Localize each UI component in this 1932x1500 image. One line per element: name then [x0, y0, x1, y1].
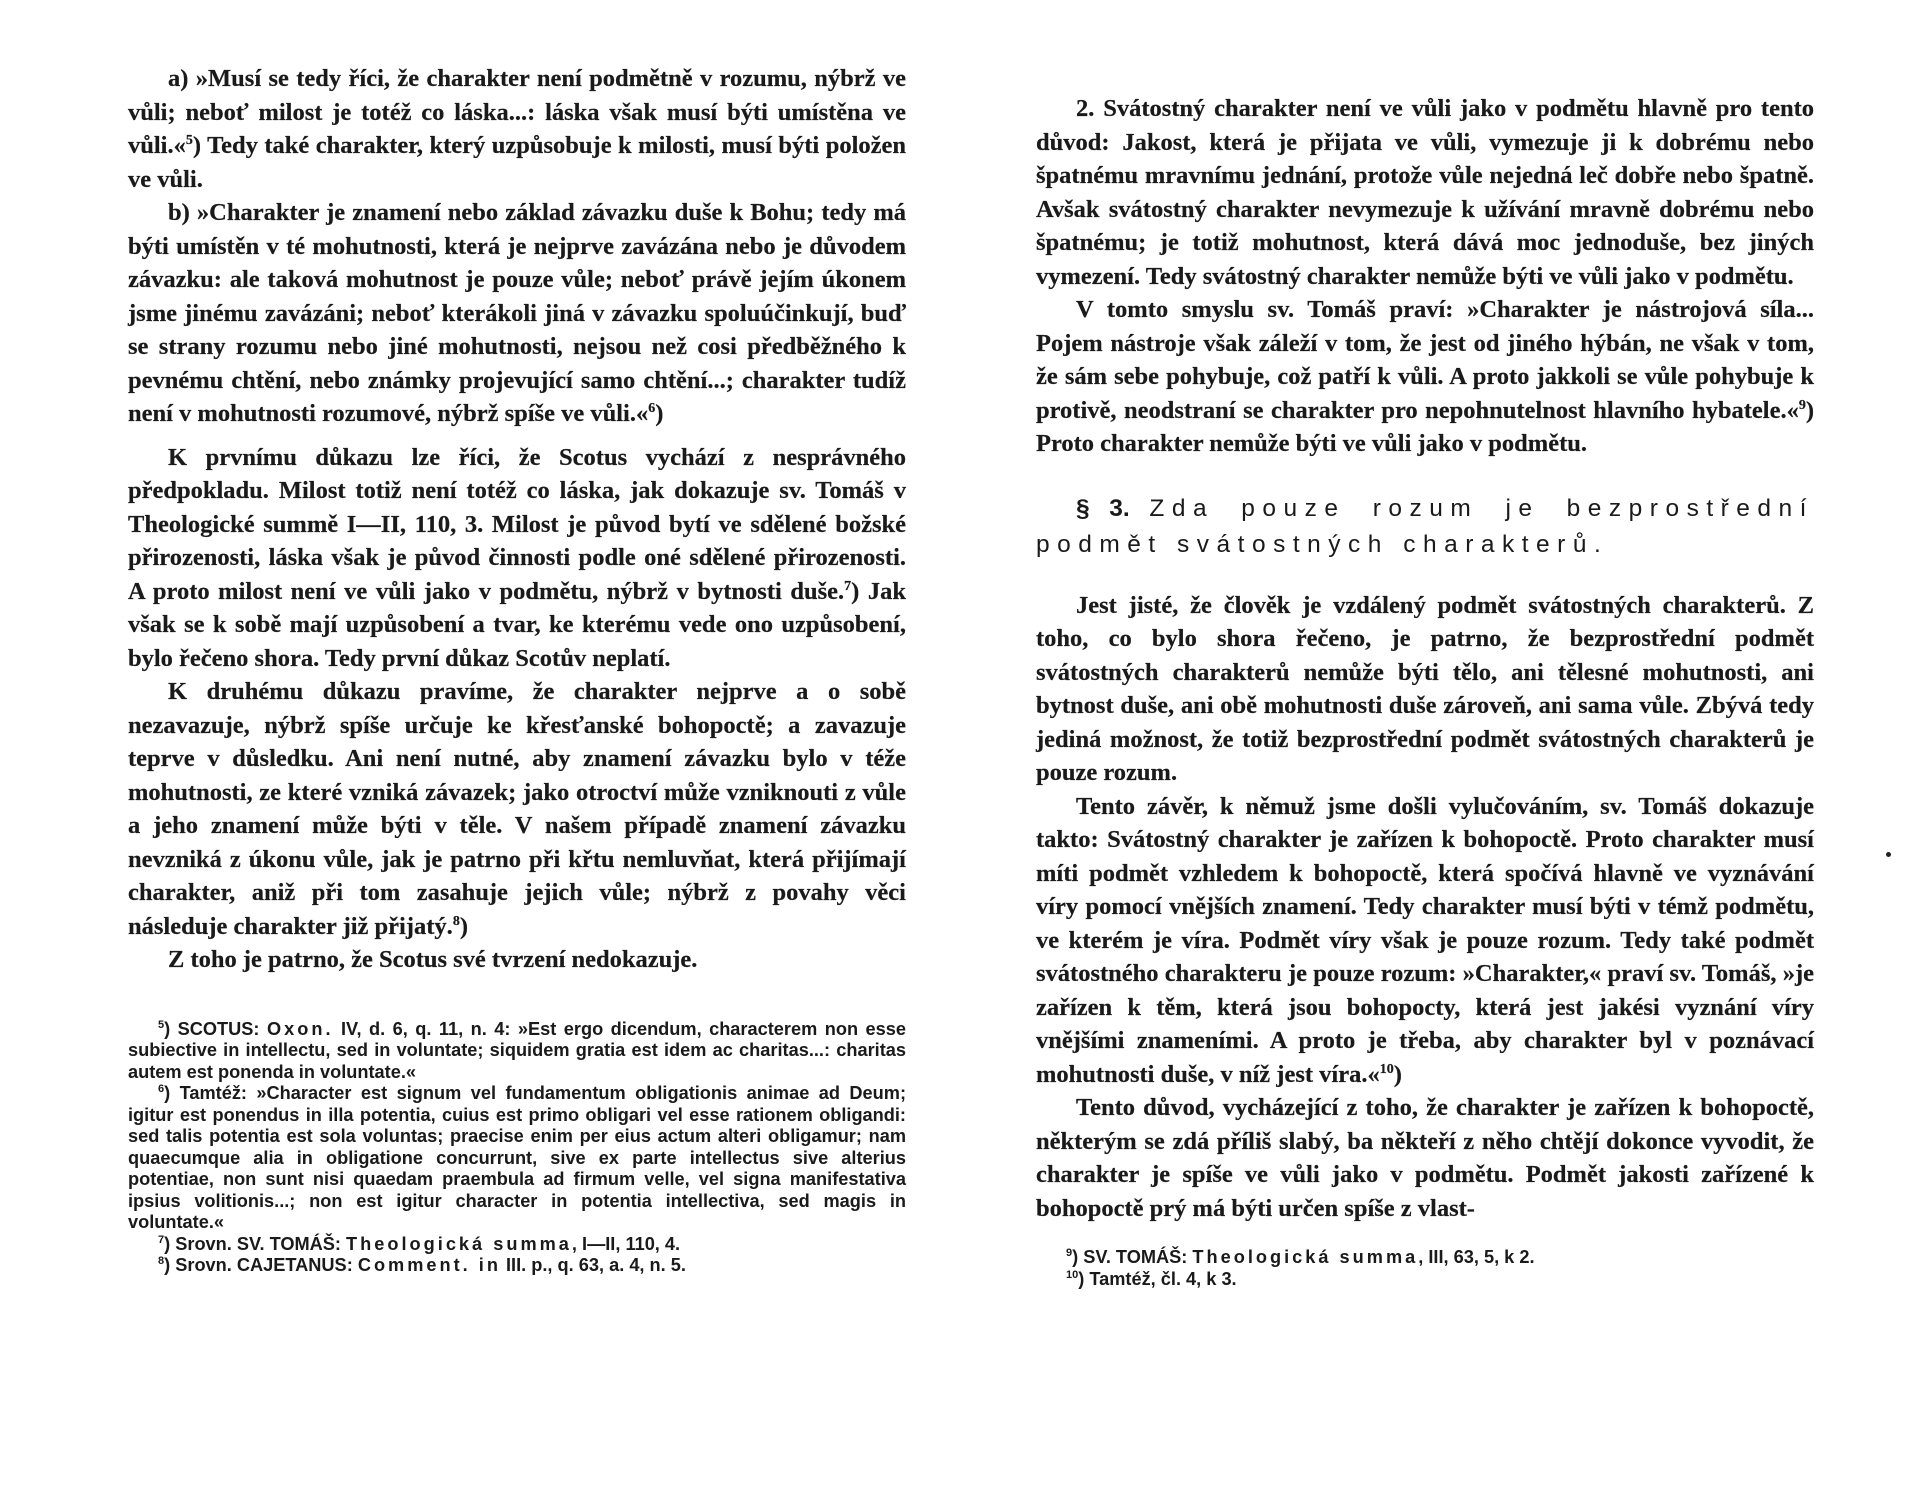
right-page	[1036, 0, 1814, 1290]
section-number: § 3.	[1076, 494, 1130, 522]
paragraph: Z toho je patrno, že Scotus své tvrzení nedokazuje.	[168, 946, 698, 973]
item-label: b)	[168, 199, 190, 226]
footnote: $^{10}$) Tamtéž, čl. 4, k 3.	[1066, 1268, 1237, 1289]
footnote-ref[interactable]: 5	[185, 132, 193, 148]
section-heading	[1036, 491, 1814, 563]
footnote-ref[interactable]: 6	[648, 400, 656, 416]
footnote: $^7$) Srovn. SV. TOMÁŠ: Theologická summa, I—II, 110, 4.	[158, 1233, 681, 1254]
paragraph: 2. Svátostný charakter není ve vůli jako v podmětu hlavně pro tento důvod: Jakost, která je přijata ve vůli, vymezuje ji k dobrému nebo špatnému mravnímu jednání, protože vůle nejedná leč dobře nebo špatně. Avšak svátostný charakter nevymezuje k užívání mravně dobrému nebo špatnému; je totiž mohutnost, která dává moc jednoduše, bez jiných vymezení. Tedy svátostný charakter nemůže býti ve vůli jako v podmětu.	[1036, 95, 1814, 290]
footnote: $^8$) Srovn. CAJETANUS: Comment. in III. p., q. 63, a. 4, n. 5.	[158, 1254, 686, 1275]
footnote: $^6$) Tamtéž: »Character est signum vel fundamentum obligationis animae ad Deum; igitur est ponendus in illa potentia, cuius est primo obligari vel esse rationem obligandi: sed talis potentia est sola voluntas; praecise enim per eius actum alteri obligamur; nam quaecumque alia in obligatione concurrunt, sive ex parte intellectus sive alterius potentiae, non sunt nisi quaedam praembula ad firmum velle, vel signa manifestativa ipsius volitionis...; non est igitur character in potentia intellectiva, sed magis in voluntate.«	[128, 1082, 906, 1232]
footnote-ref[interactable]: 8	[452, 913, 460, 929]
footnotes	[1036, 1247, 1814, 1290]
footnotes	[128, 1019, 906, 1277]
paragraph: V tomto smyslu sv. Tomáš praví: »Charakter je nástrojová síla... Pojem nástroje však záleží v tom, že jest od jiného hýbán, ne však v tom, že sám sebe pohybuje, což patří k vůli. A proto jakkoli se vůle pohybuje k protivě, neodstraní se charakter pro nepohnutelnost hlavního hybatele.«$^9$) Proto charakter nemůže býti ve vůli jako v podmětu.	[1036, 296, 1814, 457]
paragraph: K prvnímu důkazu lze říci, že Scotus vychází z nesprávného předpokladu. Milost totiž není totéž co láska, jak dokazuje sv. Tomáš v Theologické summě I—II, 110, 3. Milost je původ bytí ve sdělené božské přirozenosti, láska však je původ činnosti podle oné sdělené přirozenosti. A proto milost není ve vůli jako v podmětu, nýbrž v bytnosti duše.$^7$) Jak však se k sobě mají uzpůsobení a tvar, ke kterému vede ono uzpůsobení, bylo řečeno shora. Tedy první důkaz Scotův neplatí.	[128, 443, 906, 672]
paragraph-b: b) »Charakter je znamení nebo základ závazku duše k Bohu; tedy má býti umístěn v té mohutnosti, která je nejprve zavázána nebo je důvodem závazku: ale taková mohutnost je pouze vůle; neboť právě jejím úkonem jsme jinému zavázáni; neboť kterákoli jiná v závazku spoluúčinkují, buď se strany rozumu nebo jiné mohutnosti, nejsou než cosi předběžného k pevnému chtění, nebo známky projevující samo chtění...; charakter tudíž není v mohutnosti rozumové, nýbrž spíše ve vůli.«$^6$)	[128, 199, 907, 427]
paragraph: Jest jisté, že člověk je vzdálený podmět svátostných charakterů. Z toho, co bylo shora řečeno, je patrno, že bezprostřední podmět svátostných charakterů nemůže býti tělo, ani tělesné mohutnosti, ani bytnost duše, ani obě mohutnosti duše zároveň, ani sama vůle. Zbývá tedy jediná možnost, že totiž bezprostřední podmět svátostných charakterů je pouze rozum.	[1036, 591, 1814, 786]
item-label: a)	[168, 65, 189, 92]
quote: »Musí se tedy říci, že charakter není podmětně v rozumu, nýbrž ve vůli; neboť milost je totéž co láska...: láska však musí býti umístěna ve vůli.«	[128, 65, 907, 159]
paragraph: K druhému důkazu pravíme, že charakter nejprve a o sobě nezavazuje, nýbrž spíše určuje ke křesťanské bohopoctě; a zavazuje teprve v důsledku. Ani není nutné, aby znamení závazku bylo v téže mohutnosti, ze které vzniká závazek; jako otroctví může vzniknouti z vůle a jeho znamení může býti v těle. V našem případě znamení závazku nevzniká z úkonu vůle, jak je patrno při křtu nemluvňat, která přijímají charakter, aniž při tom zasahuje jejich vůle; nýbrž z povahy věci následuje charakter již přijatý.$^8$)	[128, 678, 906, 940]
footnote-ref[interactable]: 7	[844, 578, 852, 594]
footnote-ref[interactable]: 9	[1798, 397, 1806, 413]
footnote: $^5$) SCOTUS: Oxon. IV, d. 6, q. 11, n. 4: »Est ergo dicendum, characterem non esse subiective in intellectu, sed in voluntate; siquidem gratia est idem ac charitas...: charitas autem est ponenda in voluntate.«	[128, 1018, 906, 1082]
paragraph-a: a) »Musí se tedy říci, že charakter není podmětně v rozumu, nýbrž ve vůli; neboť milost je totéž co láska...: láska však musí býti umístěna ve vůli.«$^5$) Tedy také charakter, který uzpůsobuje k milosti, musí býti položen ve vůli.	[128, 65, 907, 193]
paragraph: Tento závěr, k němuž jsme došli vylučováním, sv. Tomáš dokazuje takto: Svátostný charakter je zařízen k bohopoctě. Proto charakter musí míti podmět vzhledem k bohopoctě, která spočívá hlavně ve vyznávání víry pomocí vnějších znamení. Tedy charakter musí býti v témž podmětu, ve kterém je víra. Podmět víry však je pouze rozum. Tedy také podmět svátostného charakteru je pouze rozum: »Charakter,« praví sv. Tomáš, »je zařízen k těm, která jsou bohopocty, která jest jakési vyznání víry vnějšími znameními. A proto je třeba, aby charakter byl v poznávací mohutnosti duše, v níž jest víra.«$^{10}$)	[1036, 792, 1814, 1088]
footnote-ref[interactable]: 10	[1379, 1061, 1394, 1077]
left-page	[128, 0, 906, 1277]
print-speck	[1886, 852, 1891, 857]
paragraph: Tento důvod, vycházející z toho, že charakter je zařízen k bohopoctě, některým se zdá příliš slabý, ba někteří z něho chtějí dokonce vyvodit, že charakter je spíše ve vůli jako v podmětu. Podmět jakosti zařízené k bohopoctě prý má býti určen spíše z vlast-	[1036, 1094, 1814, 1222]
quote: »Charakter je znamení nebo základ závazku duše k Bohu; tedy má býti umístěn v té mohutnosti, která je nejprve zavázána nebo je důvodem závazku: ale taková mohutnost je pouze vůle; neboť právě jejím úkonem jsme jinému zavázáni; neboť kterákoli jiná v závazku spoluúčinkují, buď se strany rozumu nebo jiné mohutnosti, nejsou než cosi předběžného k pevnému chtění, nebo známky projevující samo chtění...; charakter tudíž není v mohutnosti rozumové, nýbrž spíše ve vůli.«	[128, 199, 907, 427]
section-title: Zda pouze rozum je bezprostřední podmět svátostných charakterů.	[1036, 494, 1814, 558]
footnote: $^9$) SV. TOMÁŠ: Theologická summa, III, 63, 5, k 2.	[1066, 1246, 1535, 1267]
